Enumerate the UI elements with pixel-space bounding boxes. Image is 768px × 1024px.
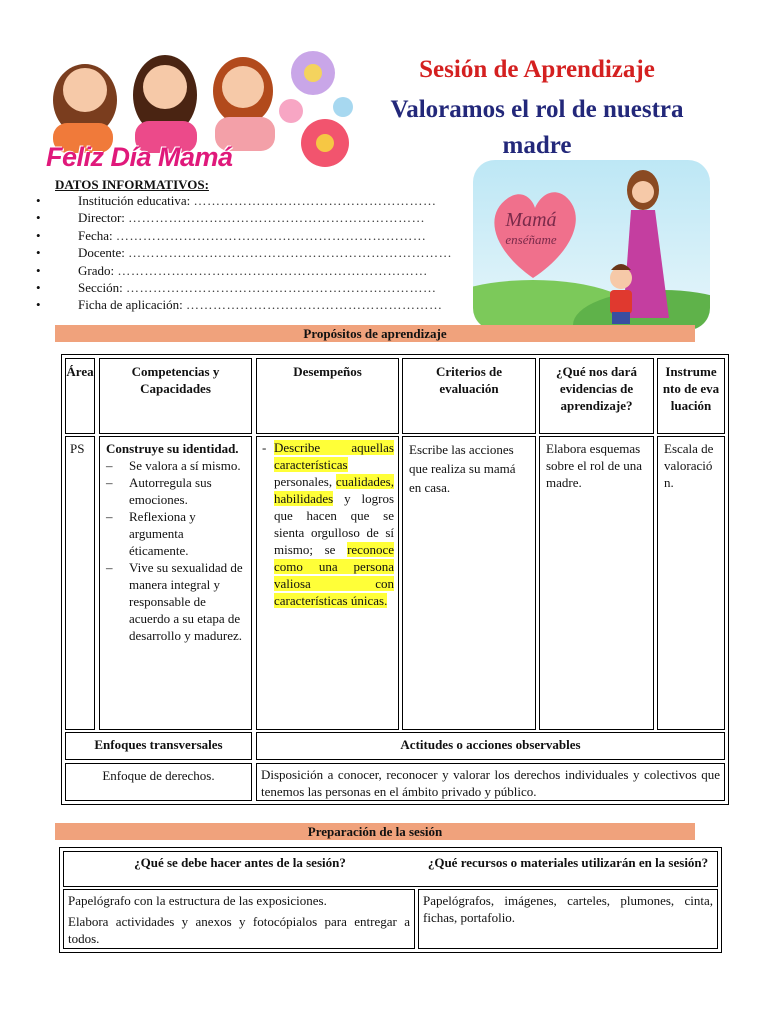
cell-resources: Papelógrafos, imágenes, carteles, plumones, cinta, fichas, portafolio. (418, 889, 718, 949)
capacidad-item: – Autorregula sus emociones. (106, 474, 245, 508)
question-before: ¿Qué se debe hacer antes de la sesión? (134, 855, 346, 870)
header-criterios: Criterios de evaluación (402, 358, 536, 434)
datos-item: • Docente: ……………………………………………………………… (36, 245, 453, 261)
header-actitudes: Actitudes o acciones observables (256, 732, 725, 760)
flower-icon (279, 51, 353, 167)
cell-enfoque: Enfoque de derechos. (65, 763, 252, 801)
session-subtitle (362, 92, 712, 164)
datos-item: • Grado: …………………………………………………………… (36, 262, 428, 278)
cell-evidencias: Elabora esquemas sobre el rol de una madre. (539, 436, 654, 730)
header-area: Área (65, 358, 95, 434)
preparacion-header-row (63, 851, 718, 887)
before-line-1: Papelógrafo con la estructura de las exposiciones. (68, 893, 327, 908)
header-enfoques: Enfoques transversales (65, 732, 252, 760)
datos-item: • Director: ………………………………………………………… (36, 210, 426, 226)
banner-title: Feliz Día Mamá (46, 142, 233, 172)
header-competencias: Competencias y Capacidades (99, 358, 252, 434)
desempeno-text: - Describe aquellas características personales, cualidades, habilidades y logros que hacen que se sienta orgulloso de sí mismo; se reconoce como una persona valiosa con características únicas. (262, 440, 394, 608)
cell-actitud: Disposición a conocer, reconocer y valorar los derechos individuales y colectivos que tenemos las personas en el ámbito privado y público. (256, 763, 725, 801)
capacidades-list (106, 457, 245, 644)
header-evidencias: ¿Qué nos dará evidencias de aprendizaje? (539, 358, 654, 434)
session-title: Sesión de Aprendizaje (419, 56, 655, 83)
competencia-title: Construye su identidad. (106, 441, 239, 456)
cell-criterios: Escribe las acciones que realiza su mamá en casa. (402, 436, 536, 730)
woman-left-icon (53, 64, 117, 153)
woman-middle-icon (133, 55, 197, 153)
cell-instrumento: Escala de valoración. (657, 436, 725, 730)
heart-text-2: enséñame (505, 232, 557, 247)
capacidad-item: – Se valora a sí mismo. (106, 457, 245, 474)
question-resources: ¿Qué recursos o materiales utilizarán en la sesión? (427, 855, 709, 870)
mama-ensename-illustration (473, 160, 710, 330)
cell-before (63, 889, 415, 949)
datos-item: • Ficha de aplicación: ………………………………………………… (36, 297, 443, 313)
cell-area: PS (65, 436, 95, 730)
preparacion-bar: Preparación de la sesión (55, 823, 695, 840)
header-desempenos: Desempeños (256, 358, 399, 434)
subtitle-line-2: madre (502, 132, 572, 159)
before-line-2: Elabora actividades y anexos y fotocópialos para entregar a todos. (68, 914, 410, 946)
heart-text-1: Mamá (505, 209, 557, 231)
capacidad-item: – Reflexiona y argumenta éticamente. (106, 508, 245, 559)
cell-competencias (99, 436, 252, 730)
datos-item: • Fecha: …………………………………………………………… (36, 227, 427, 243)
woman-right-icon (213, 57, 275, 151)
subtitle-line-1: Valoramos el rol de nuestra (390, 96, 684, 123)
child-icon (610, 264, 632, 324)
datos-item: • Sección: …………………………………………………………… (36, 279, 437, 295)
cell-desempenos (256, 436, 399, 730)
capacidad-item: – Vive su sexualidad de manera integral y responsable de acuerdo a su etapa de desarrollo y madurez. (106, 559, 245, 644)
datos-list (36, 192, 452, 314)
header-instrumento: Instrumento de evaluación (657, 358, 725, 434)
datos-item: • Institución educativa: ……………………………………………… (36, 193, 437, 208)
propositos-bar: Propósitos de aprendizaje (55, 325, 695, 342)
datos-title: DATOS INFORMATIVOS: (55, 177, 209, 192)
